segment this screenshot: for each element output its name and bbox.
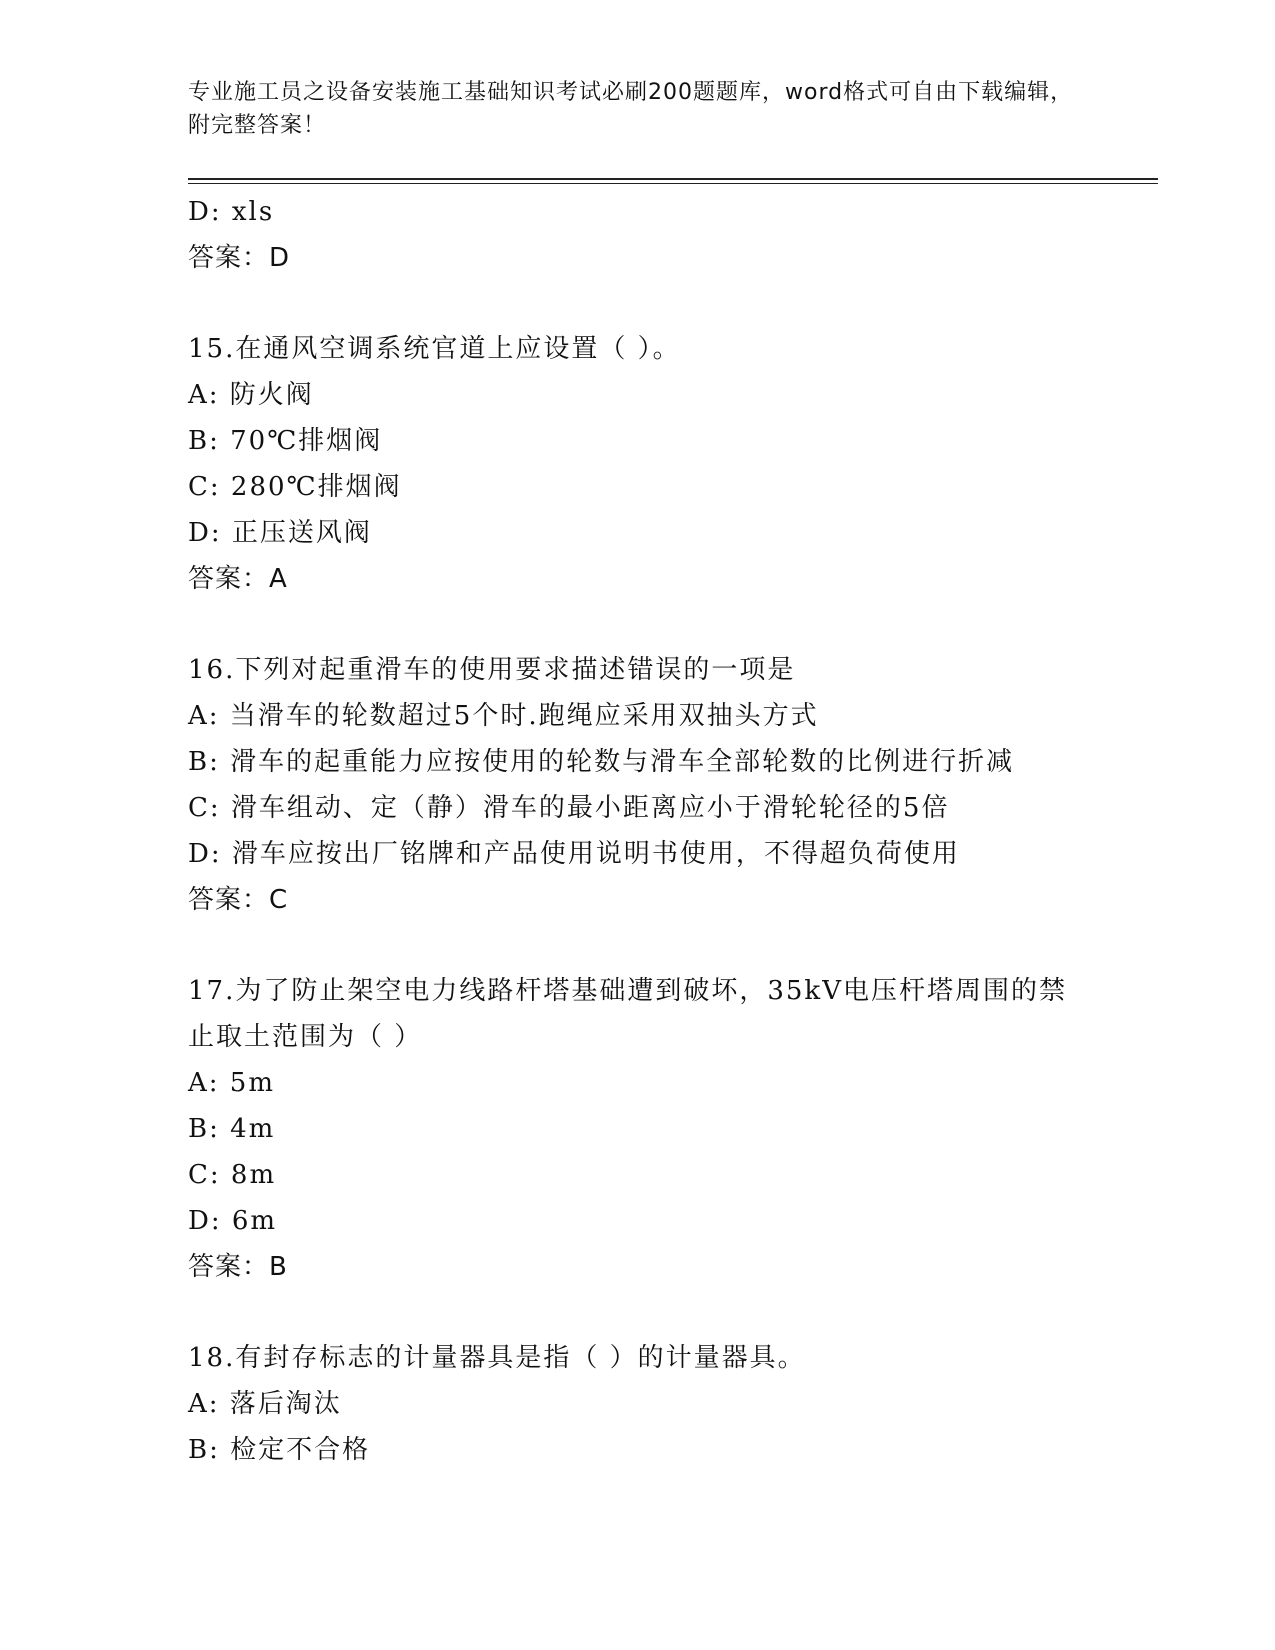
option-d: D: 6m <box>188 1206 278 1236</box>
option-d: D: 滑车应按出厂铭牌和产品使用说明书使用，不得超负荷使用 <box>188 839 960 869</box>
option-a: A: 防火阀 <box>188 380 314 410</box>
question-list <box>188 189 1138 1473</box>
option-b: B: 检定不合格 <box>188 1435 371 1465</box>
answer-line: 答案：A <box>188 564 288 594</box>
spacer <box>188 1290 1138 1335</box>
option-c: C: 8m <box>188 1160 277 1190</box>
question-stem: 15.在通风空调系统官道上应设置（ ）。 <box>188 334 681 364</box>
option-c: C: 280℃排烟阀 <box>188 472 402 502</box>
header-divider-thick <box>188 178 1158 180</box>
answer-line: 答案：C <box>188 885 289 915</box>
document-header: 专业施工员之设备安装施工基础知识考试必刷200题题库，word格式可自由下载编辑，附完整答案！ <box>188 80 1074 138</box>
spacer <box>188 923 1138 968</box>
option-a: A: 落后淘汰 <box>188 1389 342 1419</box>
question-stem: 18.有封存标志的计量器具是指（ ）的计量器具。 <box>188 1343 806 1373</box>
answer-line: 答案：D <box>188 243 291 273</box>
answer-line: 答案：B <box>188 1252 288 1282</box>
header-divider-thin <box>188 183 1158 184</box>
option-a: A: 当滑车的轮数超过5个时.跑绳应采用双抽头方式 <box>188 701 819 731</box>
option-c: C: 滑车组动、定（静）滑车的最小距离应小于滑轮轮径的5倍 <box>188 793 950 823</box>
option-d: D: xls <box>188 197 275 227</box>
option-b: B: 滑车的起重能力应按使用的轮数与滑车全部轮数的比例进行折减 <box>188 747 1015 777</box>
question-stem: 17.为了防止架空电力线路杆塔基础遭到破坏，35kV电压杆塔周围的禁止取土范围为（ ） <box>188 976 1067 1052</box>
option-a: A: 5m <box>188 1068 275 1098</box>
question-stem: 16.下列对起重滑车的使用要求描述错误的一项是 <box>188 655 796 685</box>
option-b: B: 4m <box>188 1114 276 1144</box>
spacer <box>188 281 1138 326</box>
spacer <box>188 602 1138 647</box>
option-d: D: 正压送风阀 <box>188 518 372 548</box>
option-b: B: 70℃排烟阀 <box>188 426 383 456</box>
